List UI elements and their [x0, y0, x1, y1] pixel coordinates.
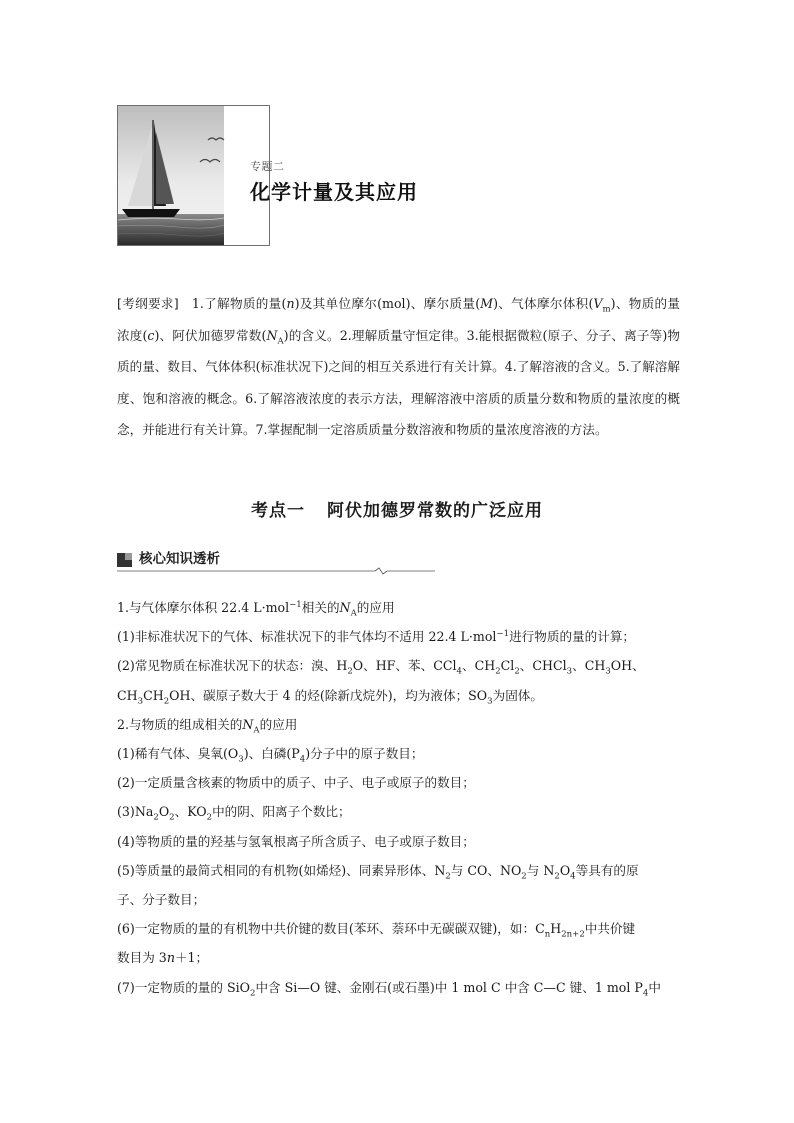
subsection-header — [117, 549, 437, 573]
content-line: (2)常见物质在标准状况下的状态：溴、$H_2O$、HF、苯、CCl$_4$、$CH_2Cl_2$、CHCl$_3$、$CH_3OH$、 — [117, 658, 645, 677]
chapter-banner — [117, 105, 270, 246]
content-line: (6)一定物质的量的有机物中共价键的数目(苯环、萘环中无碳碳双键)，如：$C_nH_{2n+2}$中共价键 — [117, 921, 636, 940]
section-number: 考点一 — [251, 501, 305, 521]
content-line: 数目为 3n＋1； — [117, 950, 209, 966]
chapter-title: 化学计量及其应用 — [250, 180, 418, 204]
section-heading: 阿伏加德罗常数的广泛应用 — [327, 501, 543, 521]
knowledge-content — [117, 593, 680, 1002]
section-title — [0, 496, 794, 521]
content-line: 1.与气体摩尔体积 22.4 L·mol$^{-1}$相关的$N_A$的应用 — [117, 599, 395, 619]
chapter-label: 专题二 — [250, 160, 285, 173]
content-line: (4)等物质的量的羟基与氢氧根离子所含质子、电子或原子数目； — [117, 833, 475, 849]
content-line: (7)一定物质的量的 SiO$_2$中含 Si—O 键、金刚石(或石墨)中 1 mol C 中含 C—C 键、1 mol $P_4$中 — [117, 979, 661, 999]
exam-requirements: [考纲要求] 1.了解物质的量(n)及其单位摩尔(mol)、摩尔质量(M)、气体摩尔体积$(V_m)$、物质的量浓度(c)、阿伏加德罗常数$(N_A)$的含义。2.理解质量守恒定律。3.能根据微粒(原子、分子、离子等)物质的量、数目、气体体积(标准状况下)之间的相互关系进行有关计算。4.了解溶液的含义。5.了解溶解度、饱和溶液的概念。6.了解溶液浓度的表示方法，理解溶液中溶质的质量分数和物质的量浓度的概念，并能进行有关计算。7.掌握配制一定溶质质量分数溶液和物质的量浓度溶液的方法。 — [117, 296, 681, 437]
content-line: (5)等质量的最简式相同的有机物(如烯烃)、同素异形体、$N_2$与 CO、$NO_2$与 $N_2O_4$等具有的原 — [117, 862, 639, 882]
content-line: (1)非标准状况下的气体、标准状况下的非气体均不适用 22.4 L·mol$^{-1}$进行物质的量的计算； — [117, 629, 636, 645]
content-line: 2.与物质的组成相关的$N_A$的应用 — [117, 716, 298, 736]
subsection-rule — [117, 567, 437, 575]
content-line: $CH_3CH_2OH$、碳原子数大于 4 的烃(除新戊烷外)，均为液体；$SO_3$为固体。 — [117, 687, 543, 707]
seagull-icons — [194, 130, 240, 190]
requirements-tag: [考纲要求] — [117, 296, 179, 311]
subsection-label: 核心知识透析 — [139, 551, 220, 567]
content-line: $(3)Na_2O_2$、$KO_2$中的阴、阳离子个数比； — [117, 804, 351, 823]
content-line: (1)稀有气体、臭氧$(O_3)$、白磷$(P_4)$分子中的原子数目； — [117, 746, 424, 765]
content-line: 子、分子数目； — [117, 892, 206, 908]
content-line: (2)一定质量含核素的物质中的质子、中子、电子或原子的数目； — [117, 775, 475, 791]
square-bullet-icon — [117, 553, 132, 567]
